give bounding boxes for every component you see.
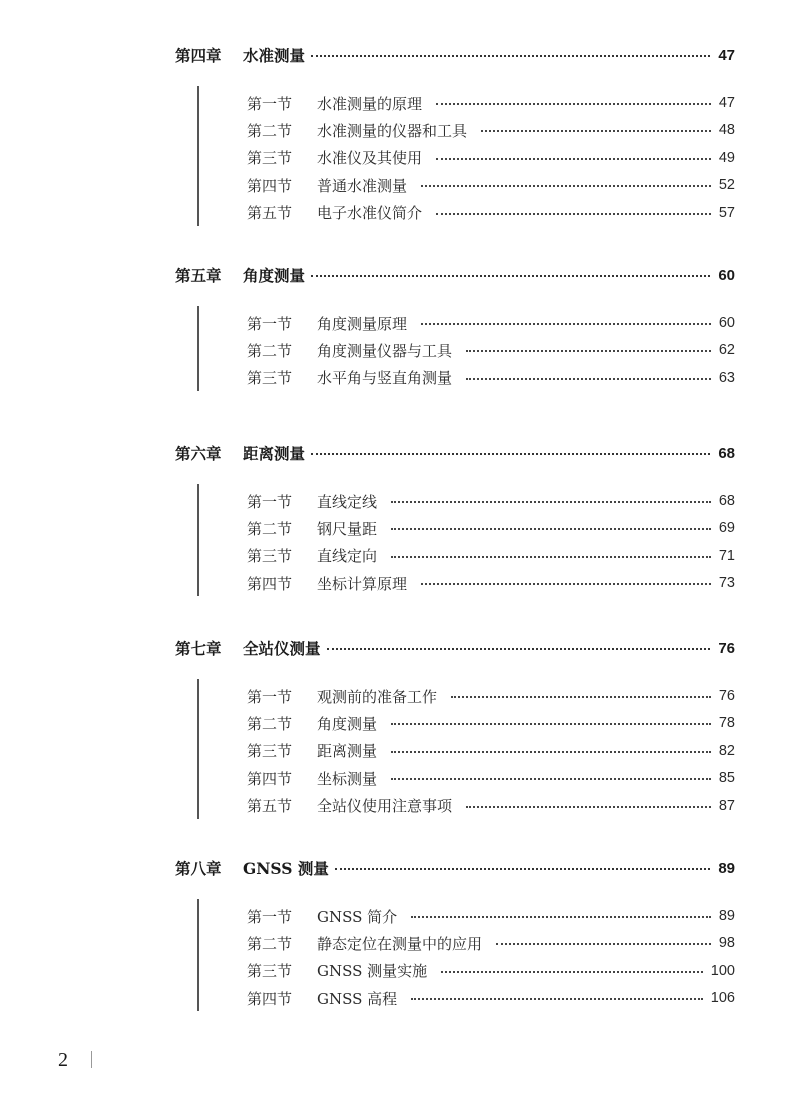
chapter-number: 第六章 bbox=[175, 444, 222, 463]
section-group-bar bbox=[197, 306, 199, 391]
chapter-number: 第七章 bbox=[175, 639, 222, 658]
chapter-entry[interactable] bbox=[175, 43, 735, 67]
section-entry[interactable] bbox=[247, 903, 735, 929]
leader-dots bbox=[327, 648, 711, 650]
section-entry[interactable] bbox=[247, 172, 735, 198]
section-entry[interactable] bbox=[247, 365, 735, 391]
chapter-title: 水准测量 bbox=[243, 46, 306, 65]
section-number: 第四节 bbox=[247, 769, 293, 788]
section-entry[interactable] bbox=[247, 515, 735, 541]
section-title: 观测前的准备工作 bbox=[317, 687, 438, 706]
section-title: 电子水准仪简介 bbox=[317, 204, 423, 223]
leader-dots bbox=[391, 723, 711, 725]
leader-dots bbox=[436, 158, 711, 160]
section-page-number: 68 bbox=[718, 493, 735, 509]
chapter-page-number: 68 bbox=[718, 444, 735, 462]
section-title: 水准仪及其使用 bbox=[317, 149, 423, 168]
section-title: 角度测量原理 bbox=[317, 314, 408, 333]
leader-dots bbox=[436, 213, 711, 215]
chapter-entry[interactable] bbox=[175, 636, 735, 660]
section-page-number: 52 bbox=[718, 177, 735, 194]
leader-dots bbox=[391, 778, 711, 780]
leader-dots bbox=[391, 556, 711, 558]
section-page-number: 82 bbox=[718, 742, 735, 759]
chapter-page-number: 89 bbox=[718, 859, 735, 877]
chapter-title: 距离测量 bbox=[243, 444, 306, 463]
section-title: 角度测量 bbox=[317, 714, 378, 733]
leader-dots bbox=[311, 275, 710, 277]
section-number: 第四节 bbox=[247, 989, 293, 1008]
chapter-entry[interactable] bbox=[175, 263, 735, 287]
section-number: 第一节 bbox=[247, 314, 293, 333]
section-entry[interactable] bbox=[247, 765, 735, 791]
section-title: 钢尺量距 bbox=[317, 519, 378, 538]
section-page-number: 48 bbox=[718, 122, 735, 139]
section-number: 第四节 bbox=[247, 176, 293, 195]
section-entry[interactable] bbox=[247, 930, 735, 956]
section-title: 水平角与竖直角测量 bbox=[317, 369, 453, 388]
leader-dots bbox=[391, 528, 711, 530]
section-number: 第二节 bbox=[247, 121, 293, 140]
section-entry[interactable] bbox=[247, 710, 735, 736]
section-title: 直线定向 bbox=[317, 547, 378, 566]
section-title: 距离测量 bbox=[317, 742, 378, 761]
section-page-number: 85 bbox=[718, 770, 735, 787]
page-number: 2 bbox=[58, 1049, 68, 1071]
section-number: 第二节 bbox=[247, 934, 293, 953]
leader-dots bbox=[481, 130, 711, 132]
leader-dots bbox=[451, 696, 711, 698]
section-entry[interactable] bbox=[247, 310, 735, 336]
chapter-title: GNSS 测量 bbox=[243, 859, 329, 878]
section-title: 坐标计算原理 bbox=[317, 574, 408, 593]
section-page-number: 100 bbox=[710, 962, 735, 979]
section-entry[interactable] bbox=[247, 117, 735, 143]
section-title: 静态定位在测量中的应用 bbox=[317, 934, 483, 953]
section-entry[interactable] bbox=[247, 683, 735, 709]
section-page-number: 71 bbox=[718, 547, 735, 564]
section-page-number: 57 bbox=[718, 204, 735, 221]
section-title: GNSS 测量实施 bbox=[317, 962, 428, 981]
leader-dots bbox=[496, 943, 711, 945]
chapter-entry[interactable] bbox=[175, 856, 735, 880]
section-number: 第三节 bbox=[247, 369, 293, 388]
leader-dots bbox=[335, 868, 710, 870]
section-page-number: 69 bbox=[718, 520, 735, 537]
section-page-number: 98 bbox=[718, 935, 735, 952]
section-group-bar bbox=[197, 86, 199, 226]
section-number: 第二节 bbox=[247, 341, 293, 360]
section-entry[interactable] bbox=[247, 985, 735, 1011]
leader-dots bbox=[411, 916, 711, 918]
section-page-number: 49 bbox=[718, 149, 735, 166]
leader-dots bbox=[391, 501, 711, 503]
chapter-number: 第八章 bbox=[175, 859, 222, 878]
section-title: 水准测量的仪器和工具 bbox=[317, 121, 468, 140]
section-entry[interactable] bbox=[247, 145, 735, 171]
leader-dots bbox=[466, 378, 711, 380]
leader-dots bbox=[466, 350, 711, 352]
chapter-number: 第四章 bbox=[175, 46, 222, 65]
section-entry[interactable] bbox=[247, 543, 735, 569]
section-number: 第一节 bbox=[247, 687, 293, 706]
leader-dots bbox=[311, 55, 710, 57]
section-title: 水准测量的原理 bbox=[317, 94, 423, 113]
section-entry[interactable] bbox=[247, 570, 735, 596]
section-group-bar bbox=[197, 899, 199, 1011]
chapter-entry[interactable] bbox=[175, 441, 735, 465]
section-title: 直线定线 bbox=[317, 492, 378, 511]
section-title: 普通水准测量 bbox=[317, 176, 408, 195]
section-entry[interactable] bbox=[247, 337, 735, 363]
section-page-number: 76 bbox=[718, 688, 735, 704]
chapter-title: 角度测量 bbox=[243, 266, 306, 285]
section-entry[interactable] bbox=[247, 958, 735, 984]
section-entry[interactable] bbox=[247, 738, 735, 764]
leader-dots bbox=[466, 806, 711, 808]
section-title: GNSS 简介 bbox=[317, 907, 398, 926]
section-entry[interactable] bbox=[247, 90, 735, 116]
chapter-page-number: 47 bbox=[718, 46, 735, 64]
section-entry[interactable] bbox=[247, 200, 735, 226]
section-page-number: 89 bbox=[718, 908, 735, 924]
section-page-number: 47 bbox=[718, 95, 735, 111]
section-number: 第四节 bbox=[247, 574, 293, 593]
leader-dots bbox=[391, 751, 711, 753]
chapter-title: 全站仪测量 bbox=[243, 639, 321, 658]
leader-dots bbox=[311, 453, 710, 455]
section-page-number: 63 bbox=[718, 369, 735, 386]
section-title: 全站仪使用注意事项 bbox=[317, 797, 453, 816]
section-number: 第五节 bbox=[247, 204, 293, 223]
section-number: 第二节 bbox=[247, 519, 293, 538]
section-title: 坐标测量 bbox=[317, 769, 378, 788]
section-page-number: 87 bbox=[718, 797, 735, 814]
section-number: 第三节 bbox=[247, 547, 293, 566]
section-entry[interactable] bbox=[247, 793, 735, 819]
chapter-page-number: 60 bbox=[718, 266, 735, 284]
section-title: 角度测量仪器与工具 bbox=[317, 341, 453, 360]
leader-dots bbox=[421, 185, 711, 187]
section-number: 第一节 bbox=[247, 907, 293, 926]
section-group-bar bbox=[197, 484, 199, 596]
section-number: 第一节 bbox=[247, 492, 293, 511]
section-number: 第三节 bbox=[247, 962, 293, 981]
chapter-number: 第五章 bbox=[175, 266, 222, 285]
section-page-number: 106 bbox=[710, 990, 735, 1007]
section-entry[interactable] bbox=[247, 488, 735, 514]
leader-dots bbox=[436, 103, 711, 105]
section-number: 第三节 bbox=[247, 742, 293, 761]
section-page-number: 62 bbox=[718, 342, 735, 359]
section-number: 第五节 bbox=[247, 797, 293, 816]
leader-dots bbox=[421, 323, 711, 325]
section-number: 第一节 bbox=[247, 94, 293, 113]
section-group-bar bbox=[197, 679, 199, 819]
section-page-number: 60 bbox=[718, 315, 735, 331]
leader-dots bbox=[421, 583, 711, 585]
section-number: 第三节 bbox=[247, 149, 293, 168]
leader-dots bbox=[411, 998, 703, 1000]
chapter-page-number: 76 bbox=[718, 639, 735, 657]
section-number: 第二节 bbox=[247, 714, 293, 733]
section-page-number: 73 bbox=[718, 575, 735, 592]
section-page-number: 78 bbox=[718, 715, 735, 732]
leader-dots bbox=[441, 971, 703, 973]
folio-divider bbox=[91, 1051, 92, 1068]
section-title: GNSS 高程 bbox=[317, 989, 398, 1008]
